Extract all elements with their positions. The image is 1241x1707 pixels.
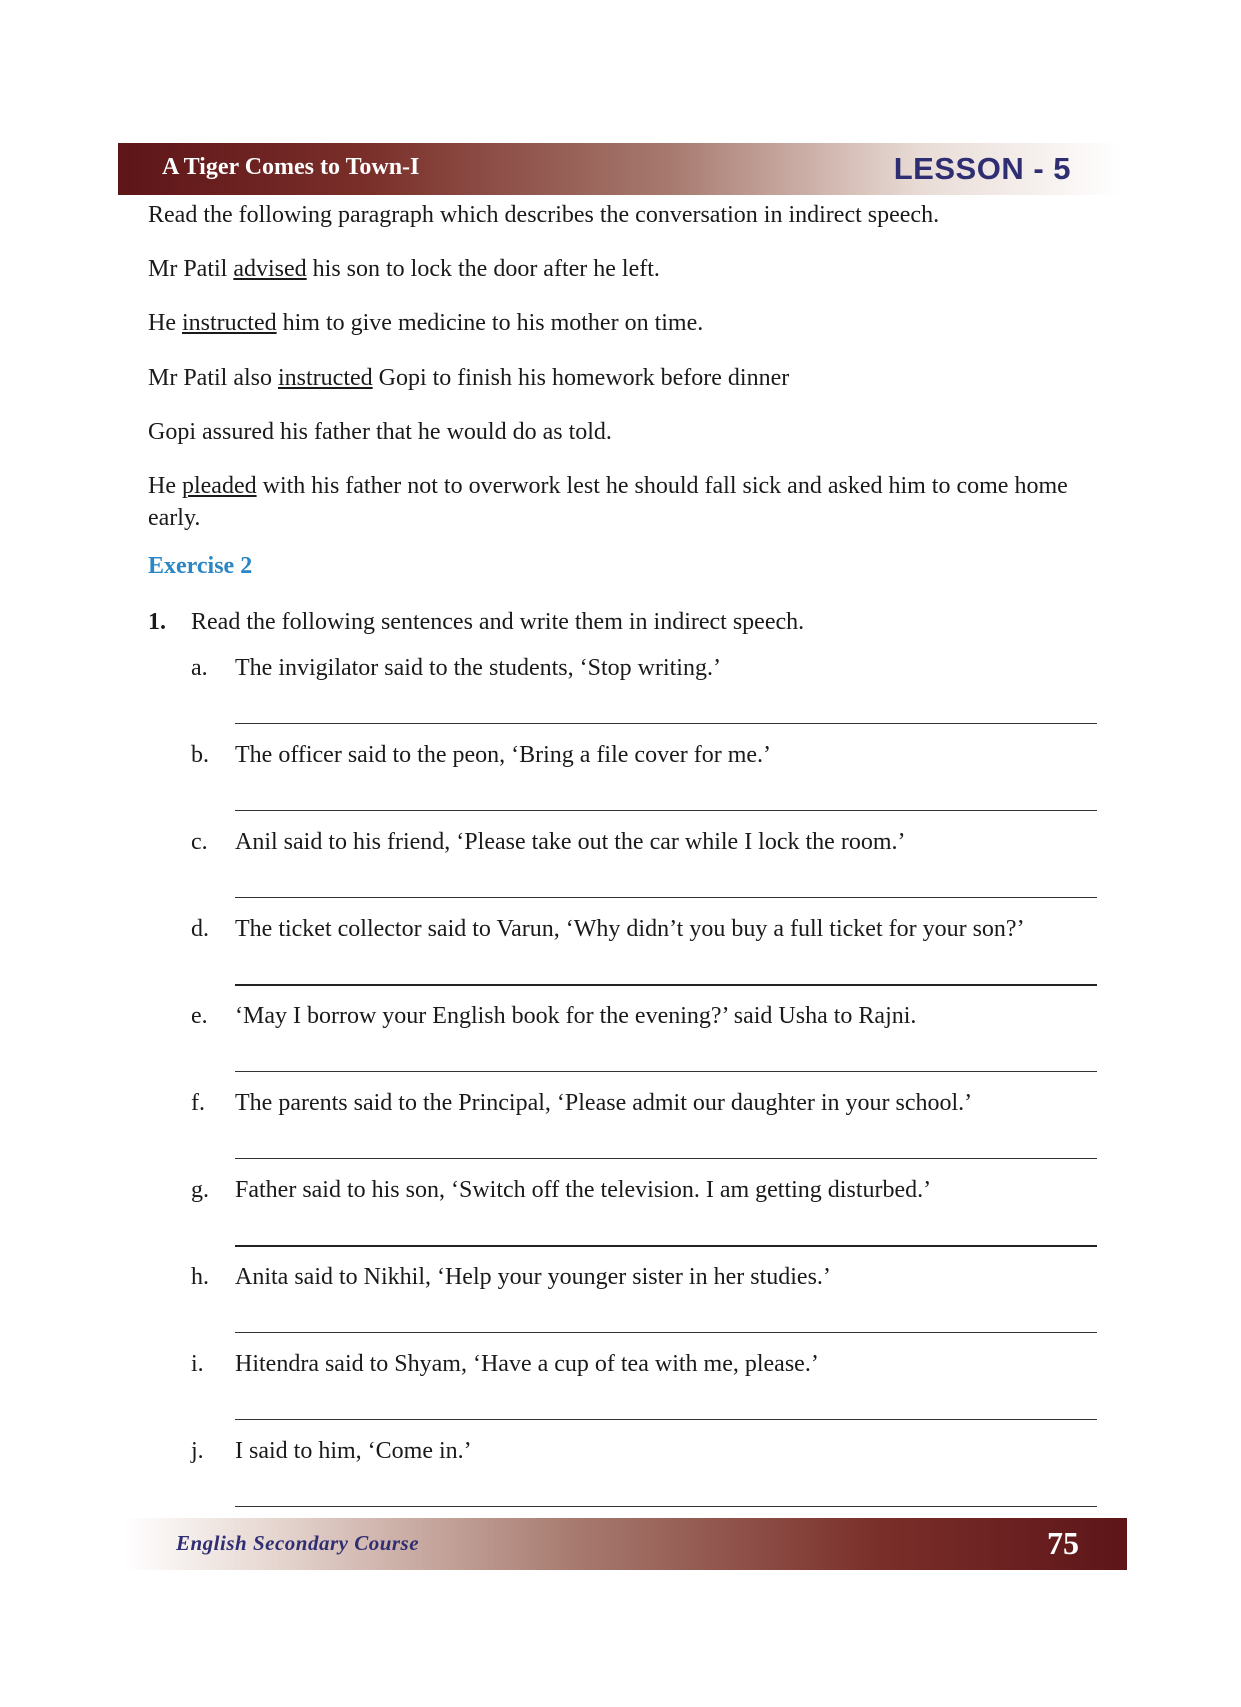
course-name: English Secondary Course: [176, 1531, 420, 1555]
answer-line[interactable]: [235, 1071, 1097, 1072]
exercise-heading: Exercise 2: [148, 553, 253, 579]
reporting-verb: instructed: [181, 310, 277, 336]
sentence-2: [148, 307, 1108, 339]
item-letter: e.: [191, 1003, 208, 1029]
sentence-text: Mr Patil also: [148, 365, 278, 391]
answer-line[interactable]: [235, 1506, 1097, 1507]
sentence-text: with his father not to overwork lest he should fall sick and asked him to come home early.: [148, 473, 1068, 531]
item-letter: d.: [191, 916, 209, 942]
item-sentence: ‘May I borrow your English book for the evening?’ said Usha to Rajni.: [235, 1003, 917, 1029]
answer-line[interactable]: [235, 897, 1097, 898]
answer-line[interactable]: [235, 810, 1097, 811]
chapter-title: A Tiger Comes to Town-I: [162, 154, 420, 180]
footer-bar: [124, 1518, 1127, 1570]
item-sentence: The officer said to the peon, ‘Bring a file cover for me.’: [235, 742, 772, 768]
item-sentence: Anita said to Nikhil, ‘Help your younger sister in her studies.’: [235, 1264, 831, 1290]
item-letter: j.: [191, 1438, 204, 1464]
item-letter: h.: [191, 1264, 209, 1290]
header-bar: [118, 143, 1123, 195]
question-number: 1.: [148, 609, 166, 635]
item-sentence: Hitendra said to Shyam, ‘Have a cup of tea with me, please.’: [235, 1351, 819, 1377]
sentence-4: [148, 416, 1108, 448]
sentence-text: He: [148, 473, 182, 499]
lesson-label: LESSON - 5: [893, 151, 1071, 186]
reporting-verb: pleaded: [181, 473, 257, 499]
page-number: 75: [1047, 1525, 1079, 1561]
item-letter: g.: [191, 1177, 209, 1203]
answer-line[interactable]: [235, 1158, 1097, 1159]
answer-line[interactable]: [235, 984, 1097, 986]
sentence-1: [148, 253, 1108, 285]
reporting-verb: advised: [233, 256, 307, 282]
intro-paragraph: Read the following paragraph which describes the conversation in indirect speech.: [148, 202, 940, 228]
item-letter: a.: [191, 655, 208, 681]
sentence-3: [148, 362, 1108, 394]
item-letter: i.: [191, 1351, 204, 1377]
sentence-text: Mr Patil: [148, 256, 234, 282]
question-text: Read the following sentences and write them in indirect speech.: [191, 609, 805, 635]
reporting-verb: instructed: [278, 365, 373, 391]
sentence-text: Gopi assured his father that he would do as told.: [148, 419, 612, 445]
item-sentence: The parents said to the Principal, ‘Please admit our daughter in your school.’: [235, 1090, 973, 1116]
item-sentence: The ticket collector said to Varun, ‘Why didn’t you buy a full ticket for your son?’: [235, 916, 1025, 942]
answer-line[interactable]: [235, 1245, 1097, 1247]
item-sentence: Father said to his son, ‘Switch off the television. I am getting disturbed.’: [235, 1177, 932, 1203]
answer-line[interactable]: [235, 723, 1097, 724]
item-letter: c.: [191, 829, 208, 855]
item-sentence: The invigilator said to the students, ‘Stop writing.’: [235, 655, 721, 681]
item-letter: f.: [191, 1090, 205, 1116]
item-letter: b.: [191, 742, 209, 768]
sentence-text: Gopi to finish his homework before dinner: [372, 365, 790, 391]
item-sentence: I said to him, ‘Come in.’: [235, 1438, 472, 1464]
sentence-text: He: [148, 310, 182, 336]
sentence-5: [148, 470, 1108, 534]
item-sentence: Anil said to his friend, ‘Please take out the car while I lock the room.’: [235, 829, 906, 855]
answer-line[interactable]: [235, 1419, 1097, 1420]
sentence-text: his son to lock the door after he left.: [306, 256, 660, 282]
sentence-text: him to give medicine to his mother on time.: [276, 310, 704, 336]
answer-line[interactable]: [235, 1332, 1097, 1333]
